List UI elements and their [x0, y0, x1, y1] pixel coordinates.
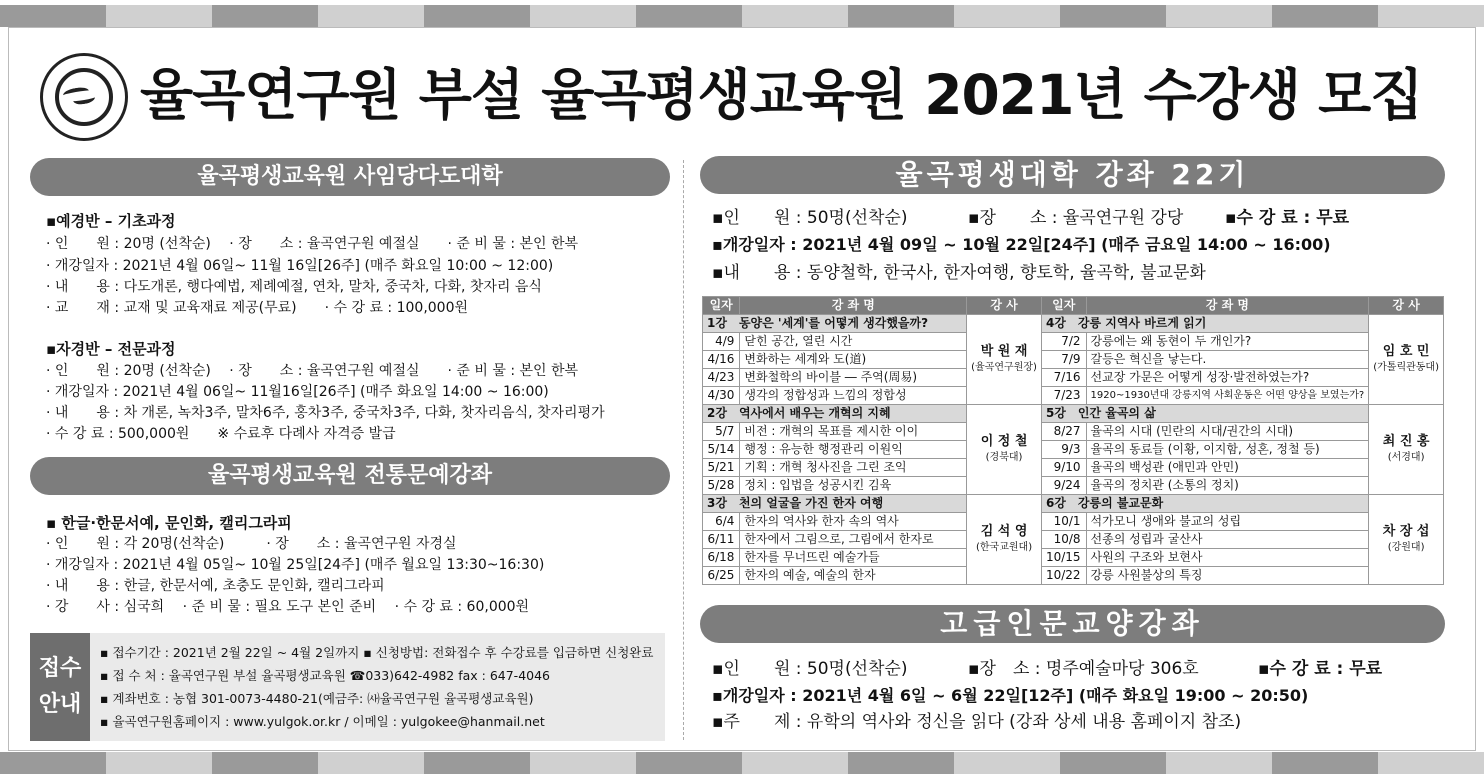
lecture-title: 한자의 역사와 한자 속의 역사: [740, 513, 967, 531]
lecture-title: 기획 : 개혁 청사진을 그린 조익: [740, 459, 967, 477]
border-pattern-tile: [424, 752, 530, 774]
lecture-info-place: ▪장 소 : 율곡연구원 강당: [968, 208, 1184, 228]
lecture-date: 10/15: [1041, 549, 1086, 567]
lecture-group-title: 1강 동양은 '세계'를 어떻게 생각했을까?: [703, 315, 967, 333]
lecture-date: 7/23: [1041, 387, 1086, 405]
border-pattern-tile: [530, 752, 636, 774]
lecture-date: 5/7: [703, 423, 740, 441]
lecture-group-title: 2강 역사에서 배우는 개혁의 지혜: [703, 405, 967, 423]
lecture-title: 강릉에는 왜 동현이 두 개인가?: [1086, 333, 1369, 351]
instructor-name: 최 진 홍: [1382, 433, 1430, 449]
lecture-schedule-table: [702, 296, 1444, 585]
lecture-title: 행정 : 유능한 행정관리 이원익: [740, 441, 967, 459]
bottom-border-pattern: [0, 752, 1484, 774]
contact-info-box: [90, 633, 665, 741]
lecture-date: 6/11: [703, 531, 740, 549]
lecture-date: 10/8: [1041, 531, 1086, 549]
lecture-title: 변화하는 세계와 도(道): [740, 351, 967, 369]
lecture-date: 7/16: [1041, 369, 1086, 387]
lecture-group-title: 5강 인간 율곡의 삶: [1041, 405, 1368, 423]
border-pattern-tile: [1166, 752, 1272, 774]
column-divider: [683, 160, 684, 740]
border-pattern-tile: [1272, 752, 1378, 774]
border-pattern-tile: [954, 5, 1060, 27]
table-row: [703, 423, 1444, 441]
column-header: 강 사: [1369, 297, 1444, 315]
lecture-date: 9/24: [1041, 477, 1086, 495]
university-lecture-header: 율곡평생대학 강좌 22기: [700, 156, 1445, 194]
contact-line: ▪ 접수기간 : 2021년 2월 22일 ~ 4월 2일까지 ▪ 신청방법: 전화접수 후 수강료를 입금하면 신청완료: [100, 645, 654, 660]
table-header-row: [703, 297, 1444, 315]
course-b-line: · 인 원 : 20명 (선착순) · 장 소 : 율곡연구원 예절실 · 준 비 물 : 본인 한복: [46, 363, 579, 379]
lecture-title: 변화철학의 바이블 ― 주역(周易): [740, 369, 967, 387]
traditional-arts-header: 율곡평생교육원 전통문예강좌: [30, 457, 670, 495]
lecture-title: 비전 : 개혁의 목표를 제시한 이이: [740, 423, 967, 441]
instructor-cell: [967, 405, 1042, 495]
lecture-title: 1920~1930년대 강릉지역 사회운동은 어떤 양상을 보였는가?: [1086, 387, 1369, 405]
course-a-title: ▪예경반 – 기초과정: [46, 212, 176, 230]
humanities-info-place: ▪장 소 : 명주예술마당 306호: [968, 659, 1199, 679]
lecture-date: 10/1: [1041, 513, 1086, 531]
border-pattern-tile: [212, 752, 318, 774]
contact-line: ▪ 접 수 처 : 율곡연구원 부설 율곡평생교육원 ☎033)642-4982 fax : 647-4046: [100, 668, 551, 683]
border-pattern-tile: [212, 5, 318, 27]
humanities-info-capacity: ▪인 원 : 50명(선착순): [712, 659, 908, 679]
lecture-title: 강릉 사원불상의 특징: [1086, 567, 1369, 585]
humanities-info-topic: ▪주 제 : 유학의 역사와 정신을 읽다 (강좌 상세 내용 홈페이지 참조): [712, 712, 1242, 732]
table-row: [703, 459, 1444, 477]
border-pattern-tile: [1272, 5, 1378, 27]
lecture-date: 6/18: [703, 549, 740, 567]
lecture-date: 6/25: [703, 567, 740, 585]
table-row: [703, 513, 1444, 531]
border-pattern-tile: [318, 5, 424, 27]
lecture-title: 사원의 구조와 보현사: [1086, 549, 1369, 567]
instructor-cell: [1369, 315, 1444, 405]
course-b-title: ▪자경반 – 전문과정: [46, 340, 176, 358]
instructor-affiliation: (경북대): [985, 451, 1023, 463]
border-pattern-tile: [530, 5, 636, 27]
border-pattern-tile: [742, 5, 848, 27]
lecture-date: 5/14: [703, 441, 740, 459]
contact-label: [30, 633, 90, 741]
course-a-line: · 인 원 : 20명 (선착순) · 장 소 : 율곡연구원 예절실 · 준 비 물 : 본인 한복: [46, 236, 579, 252]
contact-line: ▪ 율곡연구원홈페이지 : www.yulgok.or.kr / 이메일 : yulgokee@hanmail.net: [100, 714, 545, 729]
dado-college-header: 율곡평생교육원 사임당다도대학: [30, 158, 670, 196]
arts-course-line: · 내 용 : 한글, 한문서예, 초충도 문인화, 캘리그라피: [46, 578, 385, 594]
instructor-cell: [1369, 405, 1444, 495]
border-pattern-tile: [318, 752, 424, 774]
course-a-line: · 내 용 : 다도개론, 행다예법, 제례예절, 연차, 말차, 중국차, 다화, 찻자리 음식: [46, 279, 542, 295]
border-pattern-tile: [0, 5, 106, 27]
border-pattern-tile: [848, 752, 954, 774]
contact-line: ▪ 계좌번호 : 농협 301-0073-4480-21(예금주: ㈔율곡연구원 율곡평생교육원): [100, 691, 534, 706]
lecture-info-fee: ▪수 강 료 : 무료: [1225, 208, 1350, 228]
lecture-date: 4/9: [703, 333, 740, 351]
border-pattern-tile: [1166, 5, 1272, 27]
lecture-date: 9/10: [1041, 459, 1086, 477]
instructor-cell: [967, 315, 1042, 405]
column-header: 일자: [703, 297, 740, 315]
border-pattern-tile: [1378, 5, 1484, 27]
table-row: [703, 531, 1444, 549]
instructor-name: 임 호 민: [1382, 343, 1430, 359]
lecture-title: 선종의 성립과 굴산사: [1086, 531, 1369, 549]
lecture-group-title: 4강 강릉 지역사 바르게 읽기: [1041, 315, 1368, 333]
course-b-line: · 수 강 료 : 500,000원 ※ 수료후 다례사 자격증 발급: [46, 426, 396, 442]
instructor-name: 박 원 재: [980, 343, 1028, 359]
contact-label-line: 안내: [38, 692, 82, 717]
instructor-name: 김 석 영: [980, 523, 1028, 539]
lecture-title: 한자의 예술, 예술의 한자: [740, 567, 967, 585]
course-a-line: · 교 재 : 교재 및 교육재료 제공(무료) · 수 강 료 : 100,000원: [46, 300, 469, 316]
border-pattern-tile: [742, 752, 848, 774]
arts-course-line: · 강 사 : 심국희 · 준 비 물 : 필요 도구 본인 준비 · 수 강 료 : 60,000원: [46, 599, 530, 615]
lecture-group-title: 3강 천의 얼굴을 가진 한자 여행: [703, 495, 967, 513]
table-row: [703, 387, 1444, 405]
lecture-title: 선교장 가문은 어떻게 성장·발전하였는가?: [1086, 369, 1369, 387]
border-pattern-tile: [636, 5, 742, 27]
course-b-line: · 내 용 : 차 개론, 녹차3주, 말차6주, 홍차3주, 중국차3주, 다화, 찻자리음식, 찻자리평가: [46, 405, 605, 421]
table-row: [703, 441, 1444, 459]
lecture-title: 한자를 무너뜨린 예술가들: [740, 549, 967, 567]
page-title: 율곡연구원 부설 율곡평생교육원 2021년 수강생 모집: [140, 63, 1423, 127]
column-header: 강 사: [967, 297, 1042, 315]
lecture-title: 석가모니 생애와 불교의 성립: [1086, 513, 1369, 531]
border-pattern-tile: [954, 752, 1060, 774]
lecture-date: 8/27: [1041, 423, 1086, 441]
lecture-title: 율곡의 정치관 (소통의 정치): [1086, 477, 1369, 495]
column-header: 강 좌 명: [1086, 297, 1369, 315]
humanities-info-dates: ▪개강일자 : 2021년 4월 6일 ~ 6월 22일[12주] (매주 화요일 19:00 ~ 20:50): [712, 686, 1309, 705]
lecture-title: 한자에서 그림으로, 그림에서 한자로: [740, 531, 967, 549]
border-pattern-tile: [848, 5, 954, 27]
lecture-date: 4/23: [703, 369, 740, 387]
lecture-date: 9/3: [1041, 441, 1086, 459]
contact-label-line: 접수: [38, 656, 82, 681]
instructor-name: 이 정 철: [980, 433, 1028, 449]
course-b-line: · 개강일자 : 2021년 4월 06일~ 11월16일[26주] (매주 화요일 14:00 ~ 16:00): [46, 384, 549, 400]
lecture-info-capacity: ▪인 원 : 50명(선착순): [712, 208, 908, 228]
humanities-info-fee: ▪수 강 료 : 무료: [1258, 659, 1383, 679]
table-row: [703, 369, 1444, 387]
instructor-name: 차 장 섭: [1382, 523, 1430, 539]
course-a-line: · 개강일자 : 2021년 4월 06일~ 11월 16일[26주] (매주 화요일 10:00 ~ 12:00): [46, 258, 554, 274]
lecture-group-row: [703, 495, 1444, 513]
instructor-cell: [1369, 495, 1444, 585]
lecture-group-row: [703, 405, 1444, 423]
instructor-cell: [967, 495, 1042, 585]
table-row: [703, 351, 1444, 369]
lecture-date: 4/30: [703, 387, 740, 405]
instructor-affiliation: (서경대): [1387, 451, 1425, 463]
advanced-humanities-header: 고급인문교양강좌: [700, 605, 1445, 643]
lecture-date: 6/4: [703, 513, 740, 531]
lecture-title: 율곡의 동료들 (이황, 이지함, 성혼, 정철 등): [1086, 441, 1369, 459]
lecture-title: 생각의 정합성과 느낌의 정합성: [740, 387, 967, 405]
border-pattern-tile: [1060, 5, 1166, 27]
lecture-group-title: 6강 강릉의 불교문화: [1041, 495, 1368, 513]
arts-course-title: ▪ 한글·한문서예, 문인화, 캘리그라피: [46, 514, 292, 532]
border-pattern-tile: [0, 752, 106, 774]
top-border-pattern: [0, 5, 1484, 27]
lecture-date: 5/28: [703, 477, 740, 495]
column-header: 일자: [1041, 297, 1086, 315]
arts-course-line: · 개강일자 : 2021년 4월 05일~ 10월 25일[24주] (매주 월요일 13:30~16:30): [46, 557, 545, 573]
logo-icon: [40, 53, 128, 141]
lecture-title: 닫힌 공간, 열린 시간: [740, 333, 967, 351]
border-pattern-tile: [106, 752, 212, 774]
instructor-affiliation: (한국교원대): [976, 541, 1033, 553]
instructor-affiliation: (율곡연구원장): [971, 361, 1037, 373]
lecture-title: 정치 : 입법을 성공시킨 김육: [740, 477, 967, 495]
lecture-info-dates: ▪개강일자 : 2021년 4월 09일 ~ 10월 22일[24주] (매주 금요일 14:00 ~ 16:00): [712, 235, 1331, 254]
table-row: [703, 333, 1444, 351]
lecture-date: 7/9: [1041, 351, 1086, 369]
lecture-title: 율곡의 백성관 (애민과 안민): [1086, 459, 1369, 477]
lecture-date: 5/21: [703, 459, 740, 477]
column-header: 강 좌 명: [740, 297, 967, 315]
lecture-group-row: [703, 315, 1444, 333]
instructor-affiliation: (가톨릭관동대): [1373, 361, 1439, 373]
border-pattern-tile: [424, 5, 530, 27]
lecture-title: 율곡의 시대 (민란의 시대/권간의 시대): [1086, 423, 1369, 441]
border-pattern-tile: [1378, 752, 1484, 774]
lecture-title: 갈등은 혁신을 낳는다.: [1086, 351, 1369, 369]
table-row: [703, 477, 1444, 495]
lecture-date: 7/2: [1041, 333, 1086, 351]
arts-course-line: · 인 원 : 각 20명(선착순) · 장 소 : 율곡연구원 자경실: [46, 536, 457, 552]
table-row: [703, 549, 1444, 567]
border-pattern-tile: [636, 752, 742, 774]
border-pattern-tile: [1060, 752, 1166, 774]
table-row: [703, 567, 1444, 585]
lecture-date: 10/22: [1041, 567, 1086, 585]
border-pattern-tile: [106, 5, 212, 27]
lecture-info-content: ▪내 용 : 동양철학, 한국사, 한자여행, 향토학, 율곡학, 불교문화: [712, 263, 1206, 283]
instructor-affiliation: (강원대): [1387, 541, 1425, 553]
lecture-date: 4/16: [703, 351, 740, 369]
